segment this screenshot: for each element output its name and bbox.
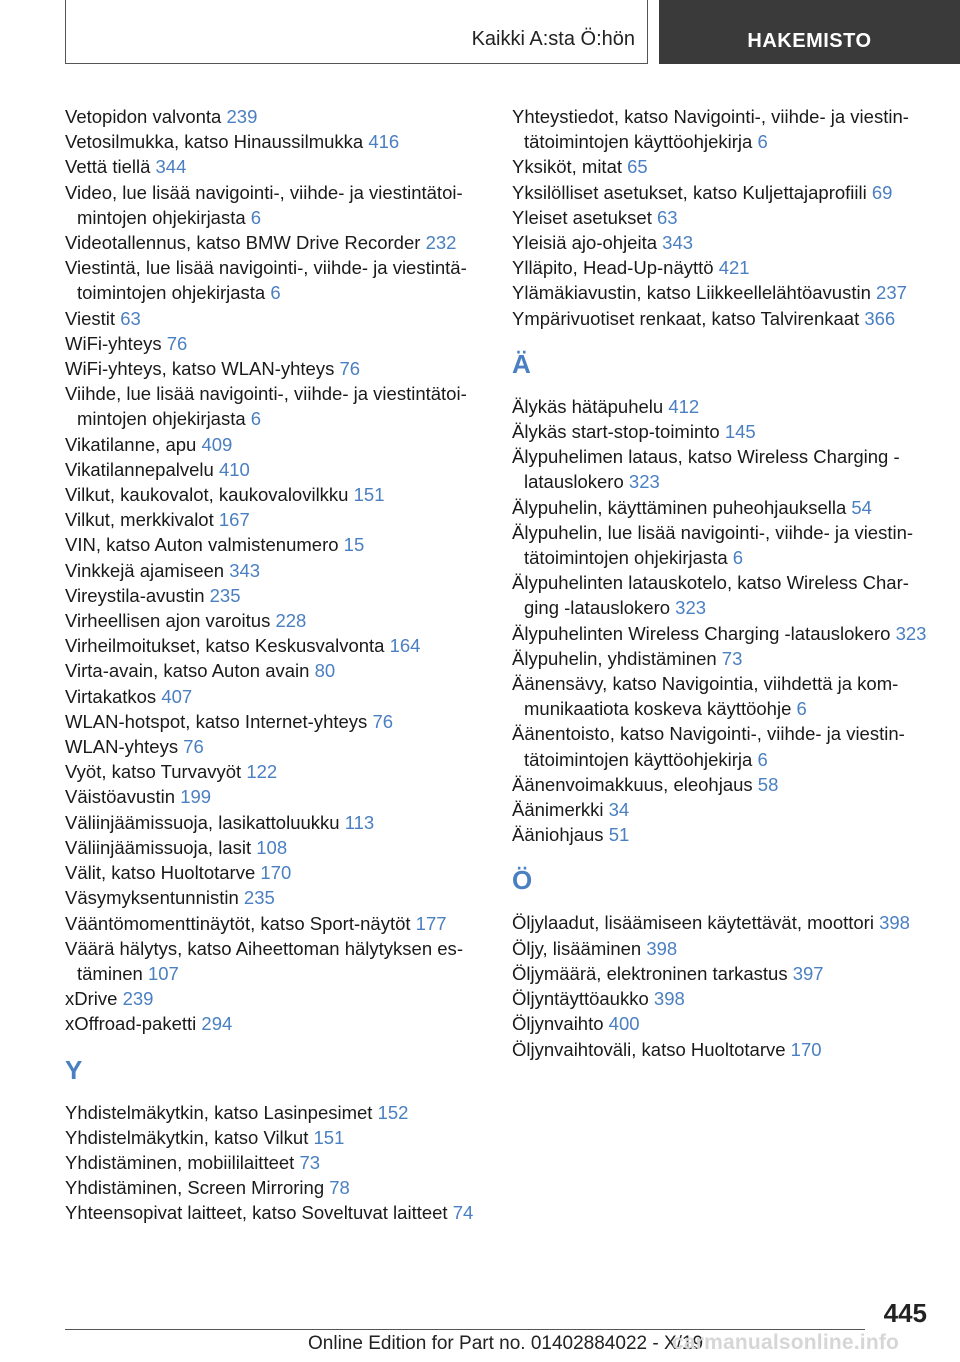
index-entry — [512, 797, 932, 822]
index-entry-text: Vikatilanne, apu — [65, 433, 197, 455]
index-entry — [65, 331, 485, 356]
page-reference-link[interactable]: 294 — [201, 1013, 233, 1035]
page-reference-link[interactable]: 232 — [425, 232, 457, 254]
page-reference-link[interactable]: 145 — [724, 421, 756, 443]
index-entry-text: Yhteystiedot, katso Navigointi-, viihde- ja viestintätoimintojen käyttöohjekirja — [512, 106, 909, 153]
page-reference-link[interactable]: 6 — [796, 698, 807, 720]
index-entry — [65, 558, 485, 583]
index-entry-text: WLAN-hotspot, katso Internet-yhteys — [65, 710, 368, 732]
page-reference-link[interactable]: 78 — [329, 1177, 350, 1199]
index-entry-text: VIN, katso Auton valmistenumero — [65, 534, 339, 556]
index-entry-text: Yhteensopivat laitteet, katso Soveltuvat laitteet — [65, 1202, 448, 1224]
page-reference-link[interactable]: 409 — [201, 433, 233, 455]
breadcrumb: Kaikki A:sta Ö:hön — [471, 28, 635, 50]
index-entry — [512, 822, 932, 847]
index-entry — [65, 784, 485, 809]
index-entry-text: Öljymäärä, elektroninen tarkastus — [512, 962, 788, 984]
index-entry-text: Yksiköt, mitat — [512, 156, 622, 178]
index-entry-text: Vääntömomenttinäytöt, katso Sport-näytöt — [65, 912, 411, 934]
page-reference-link[interactable]: 6 — [757, 748, 768, 770]
index-entry-text: Älypuhelinten latauskotelo, katso Wireless Charging -latauslokero — [512, 572, 909, 619]
index-entry-text: Väliinjäämissuoja, lasikattoluukku — [65, 811, 340, 833]
index-entry-text: Älykäs start-stop-toiminto — [512, 421, 720, 443]
index-entry — [512, 772, 932, 797]
page-reference-link[interactable]: 6 — [250, 206, 262, 228]
index-entry — [512, 671, 932, 721]
page-reference-link[interactable]: 421 — [718, 257, 750, 279]
index-entry — [512, 205, 932, 230]
footer-divider — [65, 1329, 865, 1330]
index-entry-text: Vilkut, kaukovalot, kaukovalovilkku — [65, 484, 349, 506]
page-reference-link[interactable]: 69 — [871, 181, 893, 203]
index-entry-text: Öljylaadut, lisäämiseen käytettävät, moottori — [512, 912, 874, 934]
index-entry — [65, 482, 485, 507]
page-reference-link[interactable]: 73 — [721, 647, 743, 669]
index-entry-text: Äänenvoimakkuus, eleohjaus — [512, 773, 753, 795]
page-reference-link[interactable]: 164 — [389, 635, 421, 657]
index-entry-text: Virtakatkos — [65, 685, 157, 707]
index-entry — [65, 885, 485, 910]
index-entry — [65, 658, 485, 683]
index-entry-text: Väärä hälytys, katso Aiheettoman hälytyksen estäminen — [65, 937, 463, 984]
page-reference-link[interactable]: 398 — [653, 988, 685, 1010]
index-entry — [65, 1200, 485, 1225]
page-reference-link[interactable]: 344 — [155, 156, 187, 178]
index-entry-text: Vetosilmukka, katso Hinaussilmukka — [65, 131, 364, 153]
index-entry — [65, 835, 485, 860]
page-reference-link[interactable]: 400 — [608, 1013, 640, 1035]
page-reference-link[interactable]: 235 — [243, 887, 275, 909]
index-entry — [512, 961, 932, 986]
page-reference-link[interactable]: 323 — [628, 471, 660, 493]
page-reference-link[interactable]: 323 — [675, 597, 707, 619]
page-reference-link[interactable]: 15 — [343, 534, 365, 556]
index-entry — [65, 583, 485, 608]
index-entry — [65, 104, 485, 129]
page-reference-link[interactable]: 407 — [161, 685, 193, 707]
page-reference-link[interactable]: 237 — [876, 282, 907, 304]
section-letter: Y — [65, 1054, 83, 1085]
index-entry-text: Ääniohjaus — [512, 824, 604, 846]
page-reference-link[interactable]: 58 — [757, 773, 779, 795]
index-entry-text: Ylläpito, Head-Up-näyttö — [512, 257, 714, 279]
page-reference-link[interactable]: 122 — [246, 761, 278, 783]
page-reference-link[interactable]: 151 — [313, 1126, 345, 1148]
index-entry — [65, 633, 485, 658]
index-entry — [65, 306, 485, 331]
index-entry-text: Yleisiä ajo-ohjeita — [512, 232, 658, 254]
page-reference-link[interactable]: 228 — [275, 610, 307, 632]
index-entry — [65, 1125, 485, 1150]
index-column-right — [512, 104, 932, 1062]
index-entry-text: Video, lue lisää navigointi-, viihde- ja viestintätoimintojen ohjekirjasta — [65, 181, 463, 228]
page-reference-link[interactable]: 108 — [256, 836, 288, 858]
index-entry-text: WiFi-yhteys, katso WLAN-yhteys — [65, 358, 335, 380]
index-entry — [65, 129, 485, 154]
index-entry — [65, 230, 485, 255]
index-entry — [512, 180, 932, 205]
index-entry — [512, 394, 932, 419]
page-reference-link[interactable]: 73 — [299, 1151, 321, 1173]
index-entry-text: Yhdistelmäkytkin, katso Lasinpesimet — [65, 1101, 373, 1123]
index-entry — [512, 621, 932, 646]
index-entry-text: Viestit — [65, 307, 116, 329]
index-entry — [65, 532, 485, 557]
index-entry-text: Äänimerkki — [512, 799, 604, 821]
index-entry-text: Yksilölliset asetukset, katso Kuljettajaprofiili — [512, 181, 867, 203]
index-entry — [512, 154, 932, 179]
index-entry-text: Öljynvaihto — [512, 1013, 604, 1035]
index-entry — [65, 457, 485, 482]
index-entry — [65, 986, 485, 1011]
page-reference-link[interactable]: 412 — [668, 395, 700, 417]
index-entry-text: Öljyntäyttöaukko — [512, 988, 649, 1010]
index-entry — [512, 1037, 932, 1062]
index-entry — [65, 1175, 485, 1200]
index-entry-text: Virta-avain, katso Auton avain — [65, 660, 310, 682]
index-entry — [65, 507, 485, 532]
page-reference-link[interactable]: 177 — [415, 912, 447, 934]
index-entry — [65, 860, 485, 885]
index-entry-text: Videotallennus, katso BMW Drive Recorder — [65, 232, 421, 254]
page-reference-link[interactable]: 170 — [790, 1038, 822, 1060]
index-entry-text: Vireystila-avustin — [65, 584, 205, 606]
page-reference-link[interactable]: 80 — [314, 660, 336, 682]
index-entry — [512, 721, 932, 771]
index-entry — [512, 419, 932, 444]
index-entry — [65, 911, 485, 936]
index-entry-text: Yhdistäminen, mobiililaitteet — [65, 1151, 295, 1173]
page-reference-link[interactable]: 6 — [757, 131, 768, 153]
page-reference-link[interactable]: 74 — [452, 1202, 474, 1224]
page-reference-link[interactable]: 323 — [895, 622, 927, 644]
index-entry-text: Älypuhelin, yhdistäminen — [512, 647, 717, 669]
index-entry-text: Älypuhelin, käyttäminen puheohjauksella — [512, 496, 847, 518]
index-entry-text: WiFi-yhteys — [65, 332, 162, 354]
page-reference-link[interactable]: 51 — [608, 824, 630, 846]
index-entry-text: WLAN-yhteys — [65, 736, 179, 758]
page-reference-link[interactable]: 343 — [662, 232, 694, 254]
index-entry — [65, 180, 485, 230]
page-reference-link[interactable]: 410 — [218, 458, 250, 480]
page-reference-link[interactable]: 239 — [122, 988, 154, 1010]
index-entry-text: Älypuhelimen lataus, katso Wireless Charging -latauslokero — [512, 446, 900, 493]
page-reference-link[interactable]: 6 — [250, 408, 262, 430]
page-reference-link[interactable]: 366 — [864, 307, 896, 329]
watermark: carmanualsonline.info — [672, 1331, 900, 1354]
page-reference-link[interactable]: 76 — [339, 358, 361, 380]
index-entry — [512, 570, 932, 620]
page-reference-link[interactable]: 107 — [147, 962, 179, 984]
index-entry-text: Virheilmoitukset, katso Keskusvalvonta — [65, 635, 385, 657]
index-entry-text: Välit, katso Huoltotarve — [65, 862, 256, 884]
index-entry — [512, 1011, 932, 1036]
index-entry-text: Öljy, lisääminen — [512, 937, 642, 959]
page-reference-link[interactable]: 76 — [166, 332, 188, 354]
index-entry-text: Vyöt, katso Turvavyöt — [65, 761, 242, 783]
section-letter: Ä — [512, 348, 531, 379]
index-entry-text: xOffroad-paketti — [65, 1013, 197, 1035]
page-reference-link[interactable]: 76 — [183, 736, 204, 758]
index-entry-text: Väliinjäämissuoja, lasit — [65, 836, 252, 858]
index-entry — [512, 230, 932, 255]
index-entry-text: Yhdistäminen, Screen Mirroring — [65, 1177, 325, 1199]
index-entry — [65, 608, 485, 633]
edition-note: Online Edition for Part no. 01402884022 - X/19 — [308, 1333, 704, 1354]
index-entry — [65, 759, 485, 784]
index-entry-text: Viestintä, lue lisää navigointi-, viihde- ja viestintätoimintojen ohjekirjasta — [65, 257, 467, 304]
page-reference-link[interactable]: 6 — [270, 282, 281, 304]
page-number: 445 — [883, 1298, 927, 1328]
page-reference-link[interactable]: 170 — [260, 862, 292, 884]
page-reference-link[interactable]: 167 — [218, 509, 250, 531]
index-entry-text: Vilkut, merkkivalot — [65, 509, 214, 531]
page-reference-link[interactable]: 76 — [372, 710, 394, 732]
index-entry — [65, 1100, 485, 1125]
index-entry — [65, 709, 485, 734]
page-reference-link[interactable]: 151 — [353, 484, 385, 506]
page-reference-link[interactable]: 152 — [377, 1101, 409, 1123]
index-entry — [65, 734, 485, 759]
page-reference-link[interactable]: 63 — [657, 206, 678, 228]
index-tab[interactable] — [659, 0, 960, 64]
index-entry — [512, 104, 932, 154]
index-entry-text: Vinkkejä ajamiseen — [65, 559, 225, 581]
section-letter: Ö — [512, 865, 533, 896]
page-reference-link[interactable]: 239 — [226, 106, 258, 127]
index-entry-text: Yhdistelmäkytkin, katso Vilkut — [65, 1126, 309, 1148]
index-entry-text: Väistöavustin — [65, 786, 176, 808]
page-reference-link[interactable]: 398 — [879, 912, 910, 934]
index-entry-text: Vikatilannepalvelu — [65, 458, 214, 480]
index-column-left — [65, 104, 485, 1226]
index-entry-text: Älypuhelin, lue lisää navigointi-, viihde- ja viestintätoimintojen ohjekirjasta — [512, 521, 914, 569]
page-reference-link[interactable]: 416 — [368, 131, 400, 153]
index-entry — [65, 936, 485, 986]
index-entry — [65, 432, 485, 457]
page-reference-link[interactable]: 398 — [646, 937, 678, 959]
index-entry-text: Virheellisen ajon varoitus — [65, 610, 271, 632]
index-entry — [512, 495, 932, 520]
index-entry — [512, 255, 932, 280]
index-entry-text: Ympärivuotiset renkaat, katso Talvirenkaat — [512, 307, 860, 329]
index-entry-text: Viihde, lue lisää navigointi-, viihde- ja viestintätoimintojen ohjekirjasta — [65, 383, 467, 430]
page-reference-link[interactable]: 343 — [229, 559, 261, 581]
index-entry-text: Väsymyksentunnistin — [65, 887, 239, 909]
index-entry-text: Ylämäkiavustin, katso Liikkeellelähtöavustin — [512, 282, 871, 304]
page-reference-link[interactable]: 54 — [851, 496, 872, 518]
page-reference-link[interactable]: 199 — [180, 786, 212, 808]
index-entry-text: Äänensävy, katso Navigointia, viihdettä ja kommunikaatiota koskeva käyttöohje — [512, 673, 899, 720]
index-entry — [512, 280, 932, 305]
index-entry-text: Vettä tiellä — [65, 156, 151, 178]
index-entry — [65, 356, 485, 381]
index-tab-label: HAKEMISTO — [747, 30, 872, 52]
page-reference-link[interactable]: 63 — [120, 307, 141, 329]
index-entry-text: Öljynvaihtoväli, katso Huoltotarve — [512, 1038, 786, 1060]
index-entry — [65, 810, 485, 835]
index-entry — [65, 1011, 485, 1036]
index-entry-text: Älypuhelinten Wireless Charging -latauslokero — [512, 622, 891, 644]
index-entry — [65, 1150, 485, 1175]
index-entry — [512, 444, 932, 494]
index-entry — [512, 936, 932, 961]
page-reference-link[interactable]: 34 — [608, 799, 630, 821]
index-entry — [65, 684, 485, 709]
index-entry-text: Älykäs hätäpuhelu — [512, 395, 664, 417]
index-entry-text: Äänentoisto, katso Navigointi-, viihde- ja viestintätoimintojen käyttöohjekirja — [512, 723, 905, 770]
index-entry-text: Vetopidon valvonta — [65, 106, 222, 127]
index-entry — [65, 255, 485, 305]
index-entry-text: xDrive — [65, 988, 118, 1010]
index-entry — [512, 646, 932, 671]
index-entry — [65, 381, 485, 431]
index-entry-text: Yleiset asetukset — [512, 206, 652, 228]
page-reference-link[interactable]: 6 — [732, 547, 744, 569]
index-entry — [512, 306, 932, 331]
page-reference-link[interactable]: 113 — [344, 811, 375, 833]
index-entry — [512, 986, 932, 1011]
page-reference-link[interactable]: 65 — [627, 156, 648, 178]
index-entry — [512, 520, 932, 570]
index-entry — [65, 154, 485, 179]
page-reference-link[interactable]: 397 — [792, 962, 824, 984]
page-reference-link[interactable]: 235 — [209, 584, 241, 606]
index-entry — [512, 910, 932, 935]
